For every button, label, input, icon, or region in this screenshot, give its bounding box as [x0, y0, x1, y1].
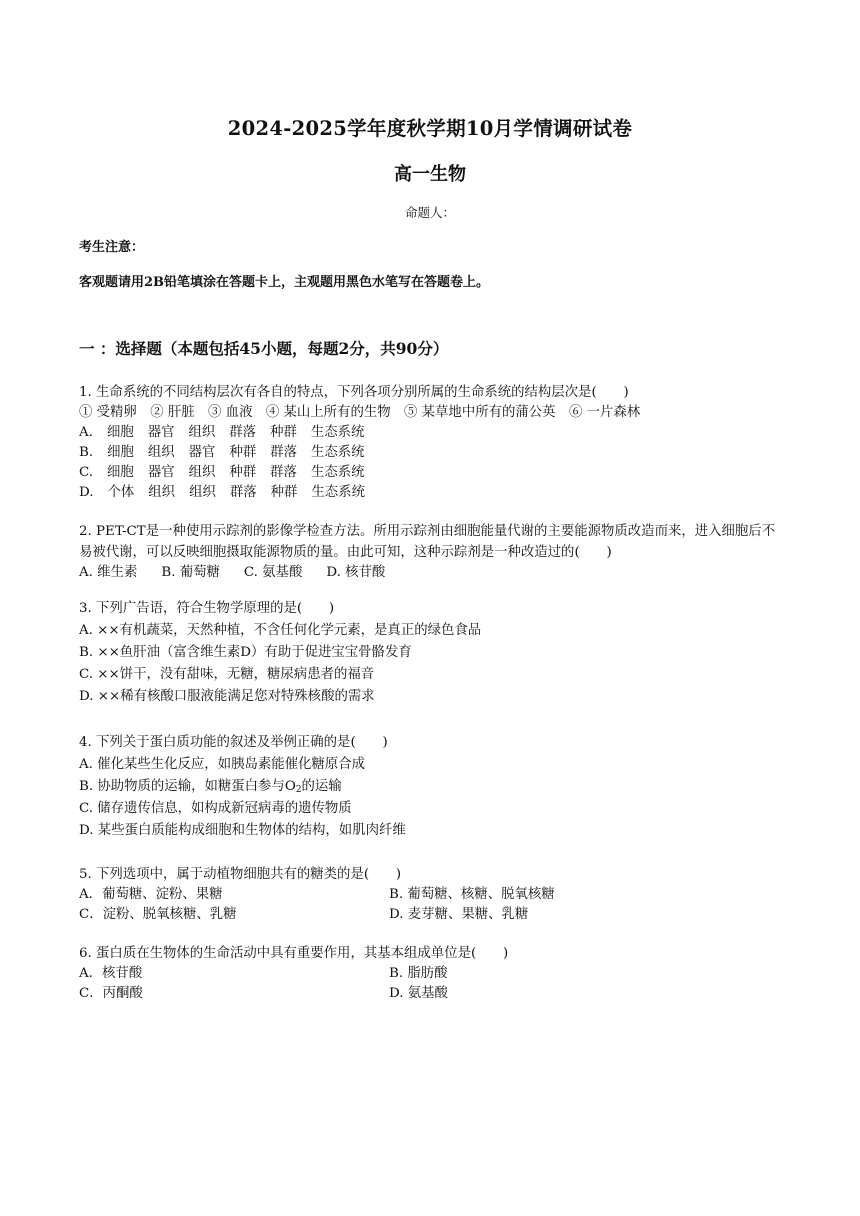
question-6: [79, 944, 784, 1004]
option-d: D. 某些蛋白质能构成细胞和生物体的结构，如肌肉纤维: [79, 823, 406, 838]
option-b: B. ××鱼肝油（富含维生素D）有助于促进宝宝骨骼发育: [79, 645, 412, 660]
exam-title: 2024-2025学年度秋学期10月学情调研试卷: [227, 117, 633, 140]
question-2: [79, 521, 784, 583]
question-3: [79, 598, 784, 708]
option-b: B. 葡萄糖: [161, 565, 220, 580]
option-a: A. ××有机蔬菜，天然种植，不含任何化学元素，是真正的绿色食品: [79, 623, 482, 638]
option-row-2: [79, 984, 784, 1004]
option-a: A．核苷酸: [79, 966, 143, 981]
question-5: [79, 865, 784, 925]
exam-subject: 高一生物: [394, 164, 466, 185]
option-c: C. 储存遗传信息，如构成新冠病毒的遗传物质: [79, 801, 352, 816]
question-stem: 3. 下列广告语，符合生物学原理的是( ): [79, 601, 335, 616]
option-a: A. 细胞 器官 组织 群落 种群 生态系统: [79, 425, 365, 440]
section-heading: 一 ：选择题（本题包括45小题，每题2分，共90分）: [79, 339, 449, 358]
option-b: B. 脂肪酸: [389, 966, 448, 981]
question-stem: 6. 蛋白质在生物体的生命活动中具有重要作用，其基本组成单位是( ): [79, 946, 509, 961]
option-c: C. ××饼干，没有甜味，无糖，糖尿病患者的福音: [79, 667, 375, 682]
option-a: A. 维生素: [79, 565, 138, 580]
option-d: D. 个体 组织 组织 群落 种群 生态系统: [79, 485, 365, 500]
option-b: B. 葡萄糖、核糖、脱氧核糖: [389, 887, 555, 902]
option-c: C．淀粉、脱氧核糖、乳糖: [79, 907, 237, 922]
question-stem: 5. 下列选项中，属于动植物细胞共有的糖类的是( ): [79, 867, 402, 882]
question-stem: 1. 生命系统的不同结构层次有各自的特点，下列各项分别所属的生命系统的结构层次是( ): [79, 385, 629, 400]
option-a: A．葡萄糖、淀粉、果糖: [79, 887, 223, 902]
option-row: [79, 563, 784, 583]
option-row-1: [79, 885, 784, 905]
author-label: 命题人：: [404, 205, 455, 220]
option-d: D. 麦芽糖、果糖、乳糖: [389, 907, 529, 922]
option-row-1: [79, 964, 784, 984]
option-b: B. 细胞 组织 器官 种群 群落 生态系统: [79, 445, 365, 460]
option-row-2: [79, 905, 784, 925]
notice-heading: 考生注意：: [79, 240, 145, 255]
question-stem: 4. 下列关于蛋白质功能的叙述及举例正确的是( ): [79, 735, 388, 750]
option-c: C. 氨基酸: [243, 565, 303, 580]
option-c: C. 细胞 器官 组织 种群 群落 生态系统: [79, 465, 365, 480]
option-b: B. 协助物质的运输，如糖蛋白参与$O_2$的运输: [79, 779, 342, 795]
option-d: D. ××稀有核酸口服液能满足您对特殊核酸的需求: [79, 689, 375, 704]
option-d: D. 氨基酸: [389, 986, 448, 1001]
question-items: ① 受精卵 ② 肝脏 ③ 血液 ④ 某山上所有的生物 ⑤ 某草地中所有的蒲公英 ⑥ 一片森林: [79, 405, 641, 420]
question-1: [79, 383, 784, 503]
option-d: D. 核苷酸: [326, 565, 386, 580]
notice-text: 客观题请用2B铅笔填涂在答题卡上，主观题用黑色水笔写在答题卷上。: [79, 275, 490, 290]
option-a: A. 催化某些生化反应，如胰岛素能催化糖原合成: [79, 757, 365, 772]
question-4: [79, 732, 784, 842]
option-c: C．丙酮酸: [79, 986, 143, 1001]
question-stem: 2. PET-CT是一种使用示踪剂的影像学检查方法。所用示踪剂由细胞能量代谢的主要能源物质改造而来，进入细胞后不易被代谢，可以反映细胞摄取能源物质的量。由此可知，这种示踪剂是一种改造过的( ): [79, 524, 776, 560]
